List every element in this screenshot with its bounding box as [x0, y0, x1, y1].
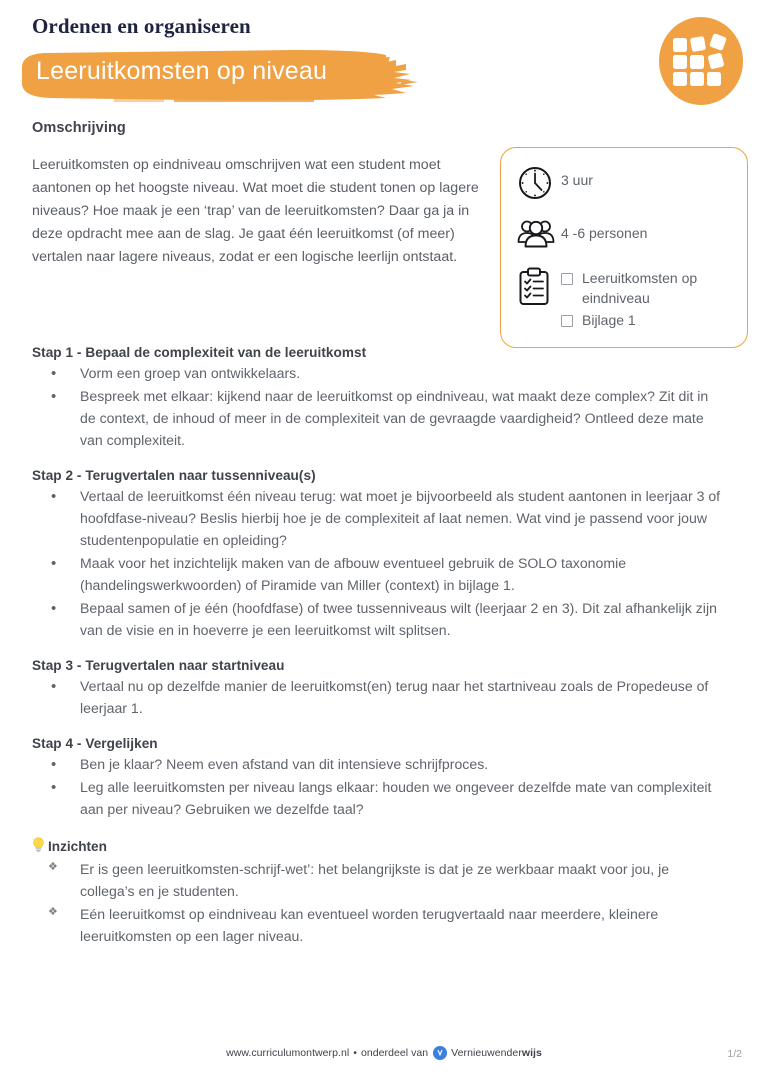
step-bullet-list — [32, 486, 722, 642]
step-bullet: • Vorm een groep van ontwikkelaars. — [32, 363, 722, 385]
deliverables-list — [561, 266, 735, 331]
lightbulb-icon — [32, 837, 45, 856]
step-bullet-list — [32, 754, 722, 821]
deliverable-item — [561, 310, 735, 330]
insights-heading-row — [32, 837, 722, 856]
brand-light: Vernieuwender — [451, 1047, 522, 1059]
step-block-3 — [32, 658, 722, 720]
step-bullet-list — [32, 363, 722, 452]
clock-icon — [517, 164, 561, 201]
people-icon — [517, 217, 561, 250]
insights-heading: Inzichten — [48, 838, 107, 854]
step-bullet: • Vertaal de leeruitkomst één niveau terug: wat moet je bijvoorbeeld als student aantonen in leerjaar 3 of hoofdfase-niveau? Beslis hierbij hoe je de complexiteit af laat nemen. Wat vind je passend voor jouw studentenpopulatie en opleiding? — [32, 486, 722, 552]
step-block-4 — [32, 736, 722, 821]
footer-credit — [0, 1046, 768, 1060]
step-bullet: • Bepaal samen of je één (hoofdfase) of twee tussenniveaus wilt (leerjaar 2 en 3). Dit zal afhankelijk zijn van de visie en in hoeverre je een leeruitkomst wilt splitsen. — [32, 598, 722, 642]
step-bullet: • Ben je klaar? Neem even afstand van dit intensieve schrijfproces. — [32, 754, 722, 776]
checkbox-icon — [561, 315, 573, 327]
page-number: 1/2 — [727, 1048, 742, 1060]
info-row-participants — [517, 217, 735, 250]
step-heading: Stap 2 - Terugvertalen naar tussenniveau(s) — [32, 467, 316, 483]
step-heading: Stap 4 - Vergelijken — [32, 735, 158, 751]
page-footer — [0, 1046, 768, 1068]
step-bullet: • Maak voor het inzichtelijk maken van de afbouw eventueel gebruik de SOLO taxonomie (handelingswerkwoorden) of Piramide van Miller (context) in bijlage 1. — [32, 553, 722, 597]
participants-text: 4 -6 personen — [561, 225, 648, 241]
step-heading: Stap 1 - Bepaal de complexiteit van de leeruitkomst — [32, 345, 367, 360]
description-heading: Omschrijving — [32, 120, 126, 136]
insight-bullet: ❖ Eén leeruitkomst op eindniveau kan eventueel worden terugvertaald naar meerdere, kleinere leeruitkomsten op een lager niveau. — [32, 904, 722, 948]
footer-website[interactable]: www.curriculumontwerp.nl — [226, 1047, 350, 1059]
brand-bold: wijs — [521, 1047, 542, 1059]
deliverable-label: Leeruitkomsten op eindniveau — [582, 270, 698, 307]
step-bullet: • Bespreek met elkaar: kijkend naar de leeruitkomst op eindniveau, wat maakt deze complex? Zit dit in de context, de inhoud of meer in de complexiteit van de gevraagde vaardigheid? Ontleed deze mate van complexiteit. — [32, 386, 722, 452]
steps-section — [32, 345, 722, 964]
description-block — [32, 120, 487, 269]
description-body: Leeruitkomsten op eindniveau omschrijven wat een student moet aantonen op het hoogste niveau. Wat moet die student tonen op lagere niveaus? Hoe maak je een ‘trap’ van de leeruitkomsten? Daar ga ja in deze opdracht mee aan de slag. Je gaat één leeruitkomst (of meer) vertalen naar lagere niveaus, zodat er een logische leerlijn ontstaat. — [32, 157, 479, 265]
duration-text: 3 uur — [561, 172, 593, 188]
insights-bullet-list — [32, 859, 722, 948]
step-bullet: • Leg alle leeruitkomsten per niveau langs elkaar: houden we ongeveer dezelfde mate van complexiteit aan per niveau? Gebruiken we dezelfde taal? — [32, 777, 722, 821]
page-header — [0, 0, 768, 120]
info-row-deliverables — [517, 266, 735, 331]
deliverable-label: Bijlage 1 — [582, 311, 636, 328]
insights-block — [32, 837, 722, 948]
step-bullet-list — [32, 676, 722, 720]
info-card — [500, 147, 748, 348]
insight-bullet: ❖ Er is geen leeruitkomsten-schrijf-wet’: het belangrijkste is dat je ze werkbaar maakt voor jou, je collega’s en je studenten. — [32, 859, 722, 903]
checkbox-icon — [561, 273, 573, 285]
step-heading: Stap 3 - Terugvertalen naar startniveau — [32, 657, 285, 673]
footer-separator: • — [353, 1047, 357, 1059]
vernieuwenderwijs-logo — [433, 1046, 447, 1060]
deliverable-item — [561, 268, 735, 309]
step-block-1 — [32, 345, 722, 452]
header-kicker: Ordenen en organiseren — [32, 14, 251, 38]
info-row-duration — [517, 164, 735, 201]
step-bullet: • Vertaal nu op dezelfde manier de leeruitkomst(en) terug naar het startniveau zoals de Propedeuse of leerjaar 1. — [32, 676, 722, 720]
footer-brandname — [451, 1047, 542, 1059]
clipboard-checklist-icon — [517, 266, 561, 307]
grid-squares-logo — [656, 16, 746, 106]
banner-title: Leeruitkomsten op niveau — [36, 57, 328, 85]
footer-partof-label: onderdeel van — [360, 1047, 429, 1059]
step-block-2 — [32, 468, 722, 642]
